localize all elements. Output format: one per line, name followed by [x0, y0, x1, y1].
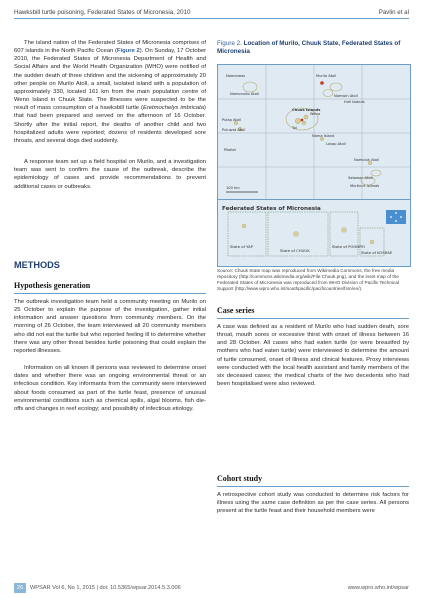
figure-2-link[interactable]: Figure 2 [116, 48, 140, 55]
footer-citation: WPSAR Vol 6, No 1, 2015 | doi: 10.5365/wpsar.2014.5.3.006 [30, 585, 181, 591]
cohort-heading: Cohort study [217, 474, 263, 483]
map-label-murilo: Murilo Atoll [316, 74, 337, 78]
figure-source: Source: Chuuk State map was reproduced from Wikimedia Commons, the free media repository (http://commons.wikimedia.org/wiki/File:Chuuk.png), and the inset map of the Federated States of Micronesia was reproduced from WHO Division of Pacific Technical Support (http://www.wpro.who.int/southpacific/pacificountries/fsm/en/). [217, 268, 400, 291]
inset-label-kosrae: State of KOSRAE [361, 250, 393, 255]
running-title: Hawksbill turtle poisoning, Federated States of Micronesia, 2010 [14, 9, 191, 16]
methods-heading: METHODS [14, 260, 60, 270]
hypothesis-paragraph-2: Information on all known ill persons was reviewed to determine onset dates and whether there was an ongoing environmental threat or an infectious condition. Key informants from the community were interviewed about foods consumed as part of the turtle feast, presence of unusual environmental conditions such as chemical spills, algal blooms, fish die-offs and changes in reef ecology; and possibility of infectious etiology. [14, 365, 206, 412]
hypothesis-column [14, 298, 206, 421]
figure-caption [217, 40, 409, 57]
fsm-map-svg [218, 200, 410, 266]
murilo-marker [320, 81, 324, 85]
chuuk-state-map [217, 64, 411, 200]
intro-column [14, 39, 206, 199]
map-label-nama: Nama Island [312, 134, 335, 138]
map-label-weno: Weno [310, 112, 321, 116]
case-series-rule [217, 318, 409, 319]
map-label-pikelot: Pikelot [224, 148, 236, 152]
map-label-puluwat: Puluwat Atoll [222, 128, 246, 132]
case-series-heading: Case series [217, 306, 255, 315]
page-number: 26 [14, 583, 26, 593]
map-label-namoluk: Namoluk Atoll [354, 158, 380, 162]
map-label-satawan: Satawan Atoll [348, 176, 373, 180]
map-label-namonuito: Namonuito Atoll [230, 92, 259, 96]
footer-url[interactable]: www.wpro.who.int/wpsar [347, 585, 409, 591]
map-label-nomwin: Nomwin Atoll [334, 94, 358, 98]
chuuk-map-svg [218, 65, 410, 199]
inset-map-title: Federated States of Micronesia [222, 206, 321, 212]
map-label-nomoneas: Nomoneas [226, 74, 246, 78]
map-label-pulap: Pulap Atoll [222, 118, 242, 122]
intro-paragraph-2: A response team set up a field hospital on Murilo, and a investigation team was sent to confirm the cause of the outbreak, describe the epidemiology of cases and provide recommendations to prevent additional cases or outbreaks. [14, 159, 206, 190]
map-label-chuuk-islands: Chuuk Islands [292, 108, 321, 112]
map-label-losap: Losap Atoll [326, 142, 346, 146]
intro-paragraph-1: The island nation of the Federated States of Micronesia comprises of 607 islands in the North Pacific Ocean (Figure 2). On Sunday, 17 October 2010, the Federated States of Micronesia Department of Health and Social Affairs and the World Health Organization (WHO) were notified of the sudden death of three children and the sickening of approximately 20 other people on Murilo Atoll, a small, isolated island with a population of approximately 330, located 161 km from the main population centre of Weno Island in Chuuk State. The illnesses were suspected to be the result of mass consumption of a hawksbill turtle (Eretmochelys imbricata) that had been prepared and served on the afternoon of 16 October. Shortly after the initial report, the deaths of another child and two hospitalized adults were reported; dozens of residents developed sore throats, and several dogs died suddenly. [14, 40, 207, 144]
inset-label-pohnpei: State of POHNPEI [332, 244, 365, 249]
hypothesis-paragraph-1: The outbreak investigation team held a community meeting on Murilo on 25 October to explain the purpose of the investigation, gather initial information and answer questions from community members. On the morning of 26 October, the team interviewed all 20 community members who did not eat the turtle but who reported feeling ill to determine whether there was any other threat besides turtle poisoning that could explain the reported illnesses. [14, 299, 206, 354]
map-label-hall-islands: Hall Islands [344, 100, 365, 104]
hypothesis-heading: Hypothesis generation [14, 281, 91, 290]
running-authors: Pavlin et al [378, 9, 409, 16]
map-scale-label: 100 km [226, 186, 240, 190]
header-rule [14, 18, 409, 19]
map-label-mortlock: Mortlock Islands [350, 184, 380, 188]
figure-title: Location of Murilo, Chuuk State, Federated States of Micronesia [217, 40, 401, 56]
map-label-tol: Tol [292, 126, 297, 130]
cohort-text: A retrospective cohort study was conducted to determine risk factors for illness using the same case definition as per the case series. All persons present at the turtle feast and their household members were [217, 492, 409, 515]
figure-label: Figure 2. [217, 40, 242, 47]
inset-label-yap: State of YAP [230, 244, 254, 249]
case-series-text: A case was defined as a resident of Murilo who had sudden death, sore throat, mouth sores or excessive thirst with onset of illness between 16 and 28 October. All cases who had eaten turtle (or were breastfed by mothers who had eaten turtle) were interviewed to determine the amount of turtle consumed, onset of illness and clinical features. Proxy interviews were conducted with the local health assistant and family members of the six deceased cases; the medical charts of the two decedents who had been hospitalised were also reviewed. [217, 324, 409, 388]
cohort-rule [217, 486, 409, 487]
inset-label-chuuk: State of CHUUK [280, 248, 310, 253]
species-name: Eretmochelys imbricata [142, 105, 205, 112]
fsm-inset-map [217, 199, 411, 267]
hypothesis-rule [14, 293, 206, 294]
